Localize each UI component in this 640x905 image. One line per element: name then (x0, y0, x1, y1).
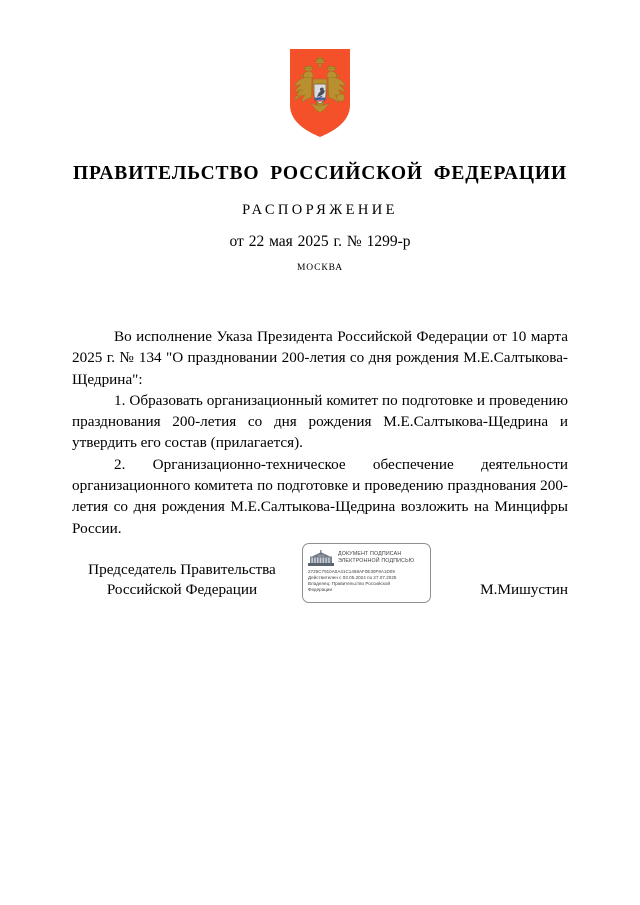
stamp-header-line-2: ЭЛЕКТРОННОЙ ПОДПИСЬЮ (338, 557, 415, 564)
electronic-signature-stamp (302, 543, 431, 603)
stamp-details (308, 569, 425, 593)
stamp-owner-line-2: Федерации (308, 587, 333, 593)
stamp-header-line-1: ДОКУМЕНТ ПОДПИСАН (338, 550, 402, 557)
document-city: МОСКВА (296, 263, 344, 273)
government-building-icon (308, 550, 334, 566)
paragraph-item-2: 2. Организационно-техническое обеспечение деятельности организационного комитета по подготовке и проведению празднования 200-летия со дня рождения М.Е.Салтыкова-Щедрина возложить на Минцифры России. (72, 455, 568, 537)
document-type-heading: РАСПОРЯЖЕНИЕ (242, 202, 398, 218)
stamp-header-text (338, 551, 414, 564)
document-dateline: от 22 мая 2025 г. № 1299-р (229, 233, 411, 250)
page-title: ПРАВИТЕЛЬСТВО РОССИЙСКОЙ ФЕДЕРАЦИИ (72, 163, 568, 184)
signatory-position-line-2: Российской Федерации (106, 581, 258, 598)
document-body (72, 326, 568, 539)
stamp-validity: Действителен с 03.05.2024 по 27.07.2025 (308, 575, 397, 581)
stamp-certificate-id: 2729C7910A0A41C1458AF0E30F8A1D09 (308, 569, 395, 574)
signatory-position-line-1: Председатель Правительства (88, 561, 276, 578)
russian-coat-of-arms-icon (287, 47, 353, 139)
stamp-owner-line-1: Владелец: Правительство Российской (308, 581, 391, 587)
paragraph-preamble: Во исполнение Указа Президента Российской Федерации от 10 марта 2025 г. № 134 "О праздновании 200-летия со дня рождения М.Е.Салтыкова-Щедрина": (72, 328, 568, 388)
signatory-name: М.Мишустин (480, 581, 568, 598)
paragraph-item-1: 1. Образовать организационный комитет по подготовке и проведению празднования 200-летия со дня рождения М.Е.Салтыкова-Щедрина и утвердить его состав (прилагается). (72, 391, 568, 452)
stamp-header (308, 548, 425, 567)
coat-of-arms-container (0, 47, 640, 139)
signatory-position (72, 560, 292, 600)
